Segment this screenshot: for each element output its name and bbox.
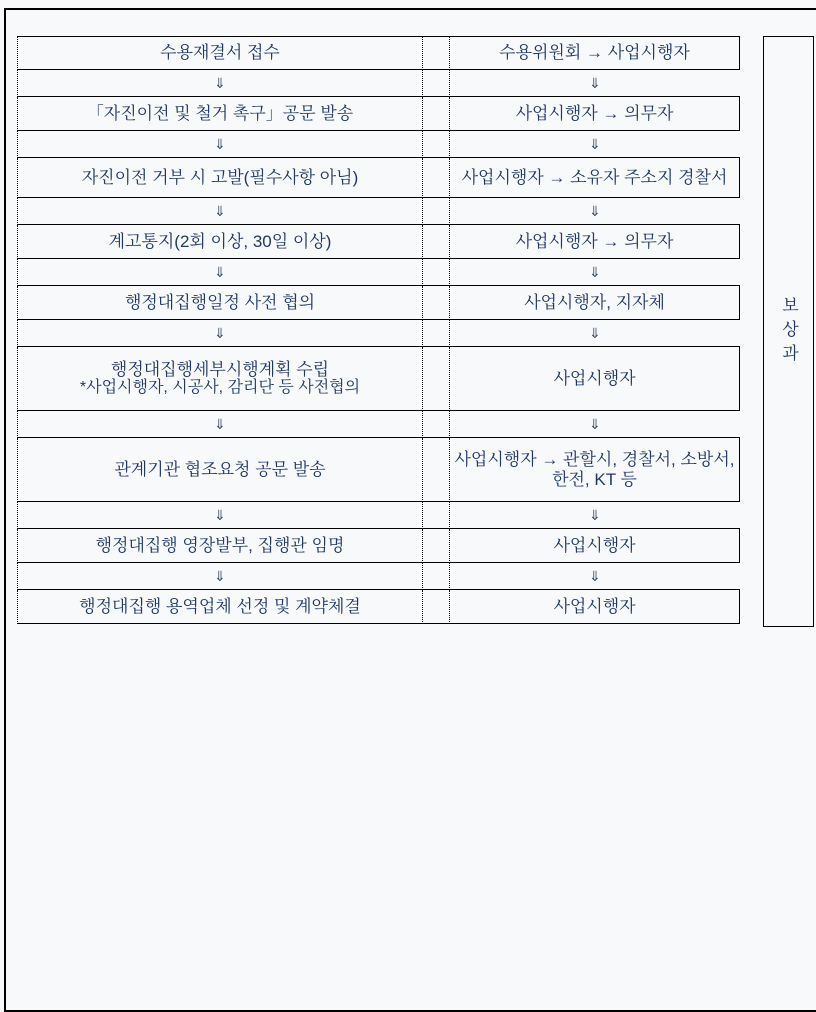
- responsible-party-cell: [449, 438, 740, 502]
- department-label: 보상과: [779, 295, 798, 368]
- left-arrow-cell: [17, 411, 423, 438]
- responsible-party-cell: [449, 97, 740, 131]
- process-step-cell: [17, 286, 423, 320]
- column-gap: [423, 529, 449, 563]
- process-step-label: 「자진이전 및 철거 촉구」공문 발송: [86, 103, 354, 123]
- process-step-label: 행정대집행 용역업체 선정 및 계약체결: [79, 596, 361, 616]
- down-arrow-icon: ⇓: [214, 264, 226, 280]
- down-arrow-icon: ⇓: [589, 416, 601, 432]
- down-arrow-icon: ⇓: [589, 507, 601, 523]
- responsible-party-label: 사업시행자: [553, 596, 636, 616]
- column-gap: [423, 131, 449, 158]
- process-step-label: 관계기관 협조요청 공문 발송: [114, 459, 326, 479]
- responsible-party-label: 사업시행자 → 관할시, 경찰서, 소방서,: [454, 449, 735, 469]
- column-gap: [423, 97, 449, 131]
- responsible-party-cell: [449, 347, 740, 411]
- column-gap: [423, 259, 449, 286]
- responsible-party-label: 사업시행자, 지자체: [524, 292, 665, 312]
- down-arrow-icon: ⇓: [214, 507, 226, 523]
- responsible-party-label: 수용위원회 → 사업시행자: [499, 43, 690, 63]
- column-gap: [423, 502, 449, 529]
- down-arrow-icon: ⇓: [589, 325, 601, 341]
- down-arrow-icon: ⇓: [589, 203, 601, 219]
- process-step-label: 수용재결서 접수: [160, 43, 280, 63]
- down-arrow-icon: ⇓: [589, 75, 601, 91]
- column-gap: [423, 347, 449, 411]
- right-arrow-cell: [449, 502, 740, 529]
- responsible-party-cell: [449, 225, 740, 259]
- down-arrow-icon: ⇓: [214, 416, 226, 432]
- process-step-cell: [17, 158, 423, 198]
- column-gap: [423, 198, 449, 225]
- column-gap: [423, 563, 449, 590]
- left-arrow-cell: [17, 320, 423, 347]
- responsible-party-cell: [449, 158, 740, 198]
- down-arrow-icon: ⇓: [214, 325, 226, 341]
- left-arrow-cell: [17, 70, 423, 97]
- column-gap: [423, 320, 449, 347]
- process-step-cell: [17, 590, 423, 624]
- process-step-label: 행정대집행일정 사전 협의: [124, 292, 316, 312]
- process-step-cell: [17, 529, 423, 563]
- process-flow-table: [17, 36, 740, 624]
- left-arrow-cell: [17, 259, 423, 286]
- responsible-party-cell: [449, 286, 740, 320]
- left-arrow-cell: [17, 563, 423, 590]
- column-gap: [423, 411, 449, 438]
- right-arrow-cell: [449, 131, 740, 158]
- column-gap: [423, 70, 449, 97]
- column-gap: [423, 438, 449, 502]
- right-arrow-cell: [449, 411, 740, 438]
- right-arrow-cell: [449, 70, 740, 97]
- responsible-party-cell: [449, 529, 740, 563]
- down-arrow-icon: ⇓: [214, 136, 226, 152]
- responsible-party-label: 사업시행자 → 의무자: [515, 103, 674, 123]
- down-arrow-icon: ⇓: [214, 203, 226, 219]
- left-arrow-cell: [17, 131, 423, 158]
- process-step-label: 자진이전 거부 시 고발(필수사항 아님): [81, 167, 359, 187]
- column-gap: [423, 36, 449, 70]
- column-gap: [423, 590, 449, 624]
- left-arrow-cell: [17, 502, 423, 529]
- down-arrow-icon: ⇓: [214, 75, 226, 91]
- down-arrow-icon: ⇓: [214, 568, 226, 584]
- down-arrow-icon: ⇓: [589, 568, 601, 584]
- responsible-party-cell: [449, 590, 740, 624]
- down-arrow-icon: ⇓: [589, 264, 601, 280]
- left-arrow-cell: [17, 198, 423, 225]
- right-arrow-cell: [449, 563, 740, 590]
- process-step-cell: [17, 347, 423, 411]
- responsible-party-label: 사업시행자 → 의무자: [515, 231, 674, 251]
- right-arrow-cell: [449, 320, 740, 347]
- column-gap: [423, 225, 449, 259]
- process-step-cell: [17, 225, 423, 259]
- responsible-party-label: 사업시행자: [553, 368, 636, 388]
- column-gap: [423, 286, 449, 320]
- process-step-label: 행정대집행세부시행계획 수립: [110, 359, 330, 379]
- down-arrow-icon: ⇓: [589, 136, 601, 152]
- process-step-cell: [17, 36, 423, 70]
- process-step-cell: [17, 97, 423, 131]
- column-gap: [423, 158, 449, 198]
- process-step-note: *사업시행자, 시공사, 감리단 등 사전협의: [79, 379, 361, 397]
- process-step-label: 행정대집행 영장발부, 집행관 임명: [95, 535, 345, 555]
- department-box: [763, 36, 814, 627]
- responsible-party-label-line2: 한전, KT 등: [552, 469, 637, 489]
- right-arrow-cell: [449, 259, 740, 286]
- process-step-cell: [17, 438, 423, 502]
- responsible-party-label: 사업시행자 → 소유자 주소지 경찰서: [461, 167, 728, 187]
- responsible-party-label: 사업시행자: [553, 535, 636, 555]
- responsible-party-cell: [449, 36, 740, 70]
- process-step-label: 계고통지(2회 이상, 30일 이상): [108, 231, 332, 251]
- right-arrow-cell: [449, 198, 740, 225]
